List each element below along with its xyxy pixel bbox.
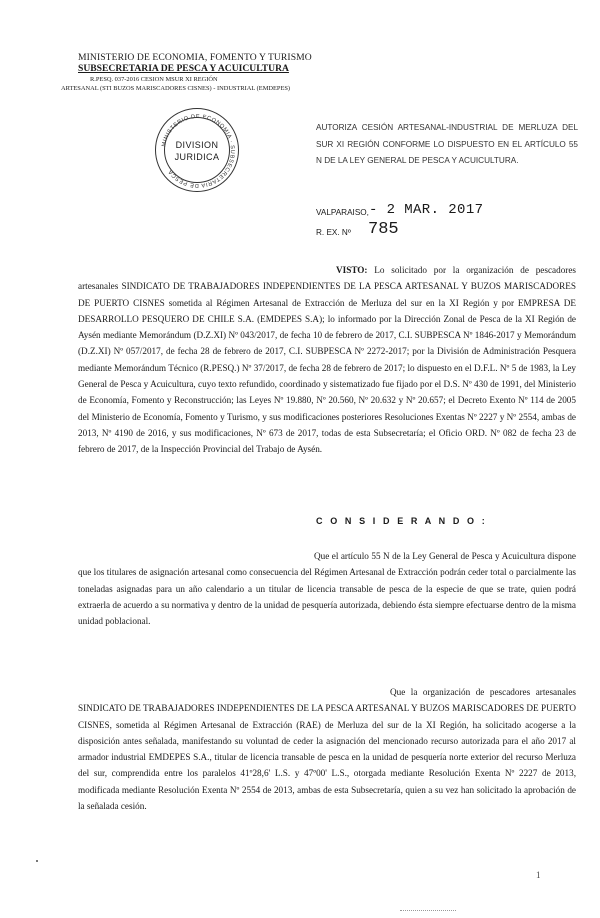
date-row: [316, 202, 578, 222]
stamp-center-line1: DIVISION: [175, 140, 219, 150]
page-number: 1: [536, 870, 541, 880]
visto-lead: VISTO:: [336, 265, 368, 275]
date-label: VALPARAISO,: [316, 208, 369, 217]
resolution-subject: AUTORIZA CESIÓN ARTESANAL-INDUSTRIAL DE MERLUZA DEL SUR XI REGIÓN CONFORME LO DISPUESTO EN EL ARTÍCULO 55 N DE LA LEY GENERAL DE PESCA Y ACUICULTURA.: [316, 123, 578, 165]
division-juridica-stamp: [155, 108, 239, 192]
letterhead: [61, 52, 378, 93]
scan-edge-marks: [400, 910, 456, 913]
reference-line: R.PESQ. 037-2016 CESION MSUR XI REGIÓN: [90, 76, 218, 83]
resolution-number-label: R. EX. Nº: [316, 228, 351, 237]
considerando-heading: C O N S I D E R A N D O :: [316, 516, 488, 526]
considerando-paragraph-1: Que el artículo 55 N de la Ley General de Pesca y Acuicultura dispone que los titulares de asignación artesanal como consecuencia del Régimen Artesanal de Extracción podrán ceder total o parcialmente las toneladas asignadas para un año calendario a un titular de licencia transable de pesca de la especie de que se trate, quien podrá extraerla de acuerdo a su normativa y dentro de la unidad de pesquería autorizada, debiendo ésta siempre efectuarse dentro de la misma unidad poblacional.: [78, 551, 576, 627]
resolution-number-row: [316, 220, 578, 244]
subsecretaria-name: SUBSECRETARIA DE PESCA Y ACUICULTURA: [78, 63, 289, 74]
visto-text: Lo solicitado por la organización de pescadores artesanales SINDICATO DE TRABAJADORES INDEPENDIENTES DE LA PESCA ARTESANAL Y BUZOS MARISCADORES DE PUERTO CISNES sometida al Régimen Artesanal de Extracción de Merluza del sur en la XI Región y por EMPRESA DE DESARROLLO PESQUERO DE CHILE S.A. (EMDEPES S.A); lo informado por la Dirección Zonal de Pesca de la XI Región de Aysén mediante Memorándum (D.Z.XI) Nº 043/2017, de fecha 10 de febrero de 2017, C.I. SUBPESCA Nº 1846-2017 y Memorándum (D.Z.XI) Nº 057/2017, de fecha 28 de febrero de 2017, C.I. SUBPESCA Nº 2272-2017; por la División de Administración Pesquera mediante Memorándum Técnico (R.PESQ.) Nº 37/2017, de fecha 28 de febrero de 2017; lo dispuesto en el D.F.L. Nº 5 de 1983, la Ley General de Pesca y Acuicultura, cuyo texto refundido, coordinado y sistematizado fue fijado por el D.S. Nº 430 de 1991, del Ministerio de Economía, Fomento y Reconstrucción; las Leyes Nº 19.880, Nº 20.560, Nº 20.632 y Nº 20.657; el Decreto Exento Nº 114 de 2005 del Ministerio de Economía, Fomento y Turismo, y sus modificaciones posteriores Resoluciones Exentas Nº 2227 y Nº 2554, ambas de 2013, Nº 4190 de 2016, y sus modificaciones, Nº 673 de 2017, todas de esta Subsecretaría; el Oficio ORD. Nº 082 de fecha 23 de febrero de 2017, de la Inspección Provincial del Trabajo de Aysén.: [78, 265, 577, 455]
considerando-paragraph-2: Que la organización de pescadores artesanales SINDICATO DE TRABAJADORES INDEPENDIENTES DE LA PESCA ARTESANAL Y BUZOS MARISCADORES DE PUERTO CISNES, sometida al Régimen Artesanal de Extracción (RAE) de Merluza del sur de la XI Región, ha solicitado acogerse a la disposición antes señalada, manifestando su voluntad de ceder la asignación del mencionado recurso autorizada para el año 2017 al armador industrial EMDEPES S.A., titular de licencia transable de pesca en la unidad de pesquería norte exterior del recurso Merluza del sur, comprendida entre los paralelos 41º28,6' L.S. y 47º00' L.S., otorgada mediante Resolución Exenta Nº 2227 de 2013, modificada mediante Resolución Exenta Nº 2554 de 2013, ambas de esta Subsecretaría, quien a su vez han solicitado la aprobación de la señalada cesión.: [78, 687, 576, 812]
parties-line: ARTESANAL (STI BUZOS MARISCADORES CISNES) - INDUSTRIAL (EMDEPES): [61, 85, 291, 92]
date-value: - 2 MAR. 2017: [369, 202, 484, 218]
stamp-center-line2: JURIDICA: [174, 152, 220, 162]
visto-paragraph: [78, 262, 576, 458]
ministry-name: MINISTERIO DE ECONOMIA, FOMENTO Y TURISMO: [78, 52, 312, 63]
resolution-number-value: 785: [368, 220, 399, 239]
stamp-ring-text: MINISTERIO DE ECONOMIA · SUBSECRETARIA DE PESCA: [161, 113, 236, 189]
scan-speck: [36, 860, 38, 862]
